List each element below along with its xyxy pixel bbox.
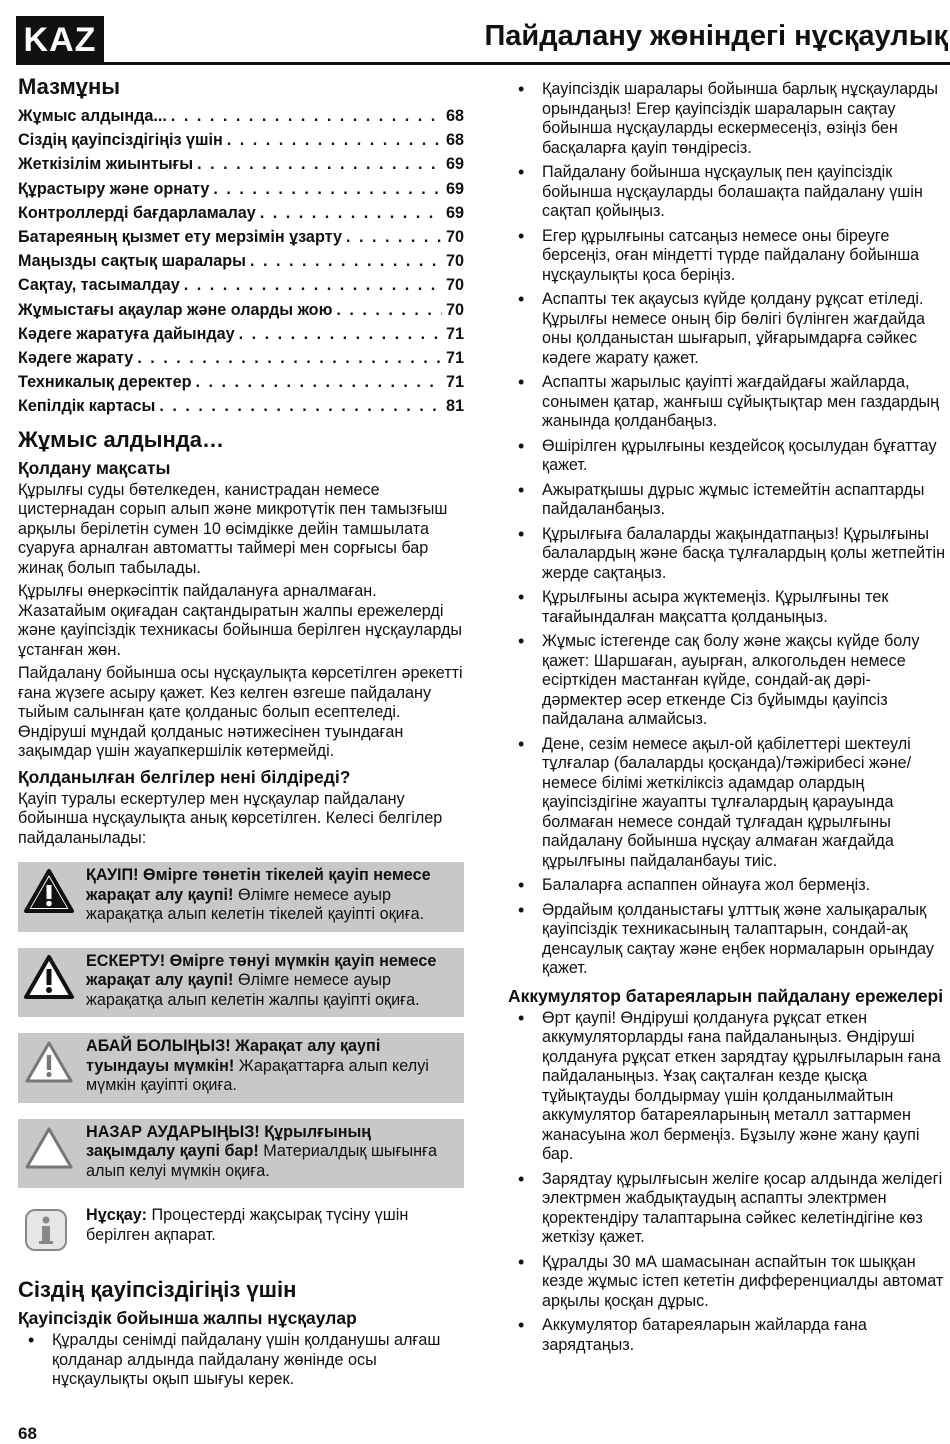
list-item: • Балаларға аспаппен ойнауға жол бермеңіз.	[518, 876, 948, 896]
notice-text	[86, 952, 456, 1011]
notice-description: Өлімге немесе ауыр жарақатқа алып келетін жалпы қауіпті оқиға.	[86, 971, 420, 1009]
toc-entry-page: 81	[445, 397, 464, 416]
caution-triangle-icon	[24, 1037, 76, 1096]
list-item: • Аккумулятор батареяларын жайларда ғана зарядтаңыз.	[518, 1316, 948, 1355]
toc-entry-page: 68	[445, 131, 464, 150]
toc-leader	[184, 273, 442, 297]
paragraph: Қауіп туралы ескертулер мен нұсқаулар пайдалану бойынша нұсқаулықта анық көрсетілген. Келесі белгілер пайдаланылады:	[18, 789, 443, 847]
toc-entry-title: Жұмыстағы ақаулар және оларды жою	[18, 300, 333, 319]
info-note	[18, 1204, 464, 1259]
list-item: • Дене, сезім немесе ақыл-ой қабілеттері шектеулі тұлғалар (балаларды қосқанда)/тәжірибесі және/немесе білімі жеткіліксіз адамдар олардың қауіпсіздігіне жауапты тұлғалардың қарауында болмаған немесе сондай тұлғадан құрылғыны пайдалану бойынша нұсқау алмаған жағдайда құрылғыны пайдаланбауы тиіс.	[518, 735, 948, 872]
toc-entry[interactable]	[18, 298, 464, 322]
toc-leader	[213, 177, 442, 201]
toc-entry-page: 70	[445, 228, 464, 247]
danger-triangle-icon	[24, 866, 76, 925]
danger-notice	[18, 862, 464, 932]
toc-entry[interactable]	[18, 249, 464, 273]
toc-entry-page: 71	[445, 349, 464, 368]
toc-entry[interactable]	[18, 201, 464, 225]
paragraph: Құрылғы суды бөтелкеден, канистрадан немесе цистернадан сорып алып және микротүтік пен тамызғыш арқылы берілетін сумен 10 өсімдікке дейін тамшылата суаруға арналған автоматты таймері мен сорғысы бар жинақ болып табылады.	[18, 480, 448, 577]
subheading-symbols: Қолданылған белгілер нені білдіреді?	[18, 766, 351, 787]
left-column	[18, 74, 464, 1395]
toc-entry-page: 69	[445, 155, 464, 174]
toc-entry-page: 70	[445, 252, 464, 271]
notice-label: ҚАУІП! Өмірге төнетін тікелей қауіп немесе жарақат алу қаупі!	[86, 866, 431, 904]
notice-label: НАЗАР АУДАРЫҢЫЗ! Құрылғының зақымдалу қаупі бар!	[86, 1122, 372, 1161]
caution-notice	[18, 1033, 464, 1103]
info-icon	[24, 1206, 76, 1257]
notice-description: Жарақаттарға алып келуі мүмкін қауіпті оқиға.	[86, 1056, 429, 1095]
list-item: • Егер құрылғыны сатсаңыз немесе оны біреуге берсеңіз, оған міндетті түрде пайдалану бойынша нұсқаулықты қоса беріңіз.	[518, 227, 948, 286]
toc-entry-page: 68	[445, 107, 464, 125]
toc-leader	[346, 225, 442, 249]
attention-notice	[18, 1119, 464, 1189]
toc-entry[interactable]	[18, 128, 464, 152]
list-item: • Аспапты тек ақаусыз күйде қолдану рұқсат етіледі. Құрылғы немесе оның бір бөлігі бүлінген жағдайда оны қолданыстан шығарып, ұйғарымдарға сәйкес кәдеге жарату қажет.	[518, 290, 948, 368]
section-heading-safety: Сіздің қауіпсіздігіңіз үшін	[18, 1277, 297, 1303]
subheading-general-safety: Қауіпсіздік бойынша жалпы нұсқаулар	[18, 1308, 357, 1329]
notice-text	[86, 1123, 456, 1182]
notice-text	[86, 1206, 458, 1257]
document-title: Пайдалану жөніндегі нұсқаулық	[484, 20, 948, 52]
toc-leader	[197, 152, 442, 176]
toc-entry[interactable]	[18, 394, 464, 418]
toc-entry[interactable]	[18, 370, 464, 394]
toc-entry-page: 69	[445, 203, 464, 222]
notice-text	[86, 866, 456, 925]
toc-leader	[196, 370, 442, 394]
list-item: • Ажыратқышы дұрыс жұмыс істемейтін аспаптарды пайдаланбаңыз.	[518, 481, 948, 520]
toc-entry[interactable]	[18, 152, 464, 176]
toc-entry-title: Сақтау, тасымалдау	[18, 276, 180, 295]
toc-leader	[171, 104, 442, 128]
toc-entry-page: 71	[445, 373, 464, 392]
list-item: • Өшірілген құрылғыны кездейсоқ қосылудан бұғаттау қажет.	[518, 437, 948, 476]
toc-entry-title: Техникалық деректер	[18, 373, 192, 392]
section-heading-before-work: Жұмыс алдында…	[18, 426, 224, 452]
warning-triangle-icon	[24, 952, 76, 1011]
list-item: • Құралды сенімді пайдалану үшін қолданушы алғаш қолданар алдында пайдалану жөнінде осы нұсқаулықты оқып шығуы керек.	[28, 1331, 464, 1390]
toc-entry[interactable]	[18, 346, 464, 370]
toc-leader	[250, 249, 442, 273]
toc-heading: Мазмұны	[18, 74, 121, 99]
toc-entry[interactable]	[18, 177, 464, 201]
list-item: • Құралды 30 мА шамасынан аспайтын ток шыққан кезде жұмыс істеп кететін дифференциалды автомат арқылы қосқан дұрыс.	[518, 1253, 948, 1312]
header-rule	[16, 62, 950, 65]
toc-leader	[336, 298, 442, 322]
paragraph: Құрылғы өнеркәсіптік пайдалануға арналмаған. Жазатайым оқиғадан сақтандыратын жалпы ережелерді және қауіпсіздік техникасы бойынша берілген нұсқауларды ұстанған жөн.	[18, 582, 463, 659]
toc-entry-page: 70	[445, 300, 464, 319]
toc-entry-title: Сіздің қауіпсіздігіңіз үшін	[18, 131, 223, 150]
list-item: • Құрылғыға балаларды жақындатпаңыз! Құрылғыны балалардың және басқа тұлғалардың қолы жетпейтін жерде сақтаңыз.	[518, 525, 948, 584]
notice-label: Нұсқау:	[86, 1206, 147, 1225]
right-column	[508, 74, 948, 1360]
toc-entry-title: Кәдеге жаратуға дайындау	[18, 324, 235, 343]
toc-entry-title: Маңызды сақтық шаралары	[18, 252, 246, 271]
list-item: • Әрдайым қолданыстағы ұлттық және халықаралық қауіпсіздік техникасының талаптарын, сондай-ақ денсаулық сақтау және еңбек нормаларын орындау қажет.	[518, 901, 948, 979]
toc-entry-page: 70	[445, 276, 464, 295]
toc-leader	[260, 201, 442, 225]
language-badge: KAZ	[16, 16, 104, 64]
paragraph: Пайдалану бойынша осы нұсқаулықта көрсетілген әрекетті ғана жүзеге асыру қажет. Кез келген өзгеше пайдалану тыйым салынған қате қолданыс болып есептеледі. Өндіруші мұндай қолданыс нәтижесінен туындаған зақымдар үшін жауапкершілік көтермейді.	[18, 664, 463, 761]
list-item: • Өрт қаупі! Өндіруші қолдануға рұқсат еткен аккумуляторларды ғана пайдаланыңыз. Өндіруші қолдануға рұқсат еткен зарядтау құрылғыларын ғана пайдаланыңыз. Ұзақ сақталған кезде қысқа тұйықтауды болдырмау үшін қолданылмайтын аккумулятор батареяларының металл заттармен жанасуына жол бермеңіз. Бұзылу және жану қаупі бар.	[518, 1009, 948, 1165]
notice-description: Өлімге немесе ауыр жарақатқа алып келетін тікелей қауіпті оқиға.	[86, 885, 425, 924]
toc-leader	[239, 322, 442, 346]
notice-triangle-icon	[24, 1123, 76, 1182]
toc-entry-title: Кәдеге жарату	[18, 349, 134, 368]
toc-entry[interactable]	[18, 322, 464, 346]
battery-bullet-list	[508, 1009, 948, 1356]
toc-entry[interactable]	[18, 273, 464, 297]
safety-bullet-list	[508, 80, 948, 979]
toc-entry-title: Кепілдік картасы	[18, 397, 156, 416]
table-of-contents	[18, 104, 464, 419]
subheading-purpose: Қолдану мақсаты	[18, 457, 171, 478]
list-item: • Аспапты жарылыс қауіпті жағдайдағы жайларда, сонымен қатар, жанғыш сұйықтықтар мен газдардың жанында қолданбаңыз.	[518, 373, 948, 432]
toc-entry[interactable]	[18, 104, 464, 128]
toc-leader	[227, 128, 442, 152]
toc-entry-title: Батареяның қызмет ету мерзімін ұзарту	[18, 228, 342, 247]
notice-description: Процестерді жақсырақ түсіну үшін берілген ақпарат.	[86, 1206, 409, 1244]
toc-entry-page: 71	[445, 324, 464, 343]
toc-entry-title: Жеткізілім жиынтығы	[18, 155, 194, 174]
toc-leader	[137, 346, 442, 370]
safety-bullet-list	[18, 1331, 464, 1390]
list-item: • Қауіпсіздік шаралары бойынша барлық нұсқауларды орындаңыз! Егер қауіпсіздік шараларын сақтау бойынша нұсқауларды ескермесеңіз, өзіңіз бен басқаларға қауіп төндіресіз.	[518, 80, 948, 158]
toc-leader	[159, 394, 442, 418]
list-item: • Пайдалану бойынша нұсқаулық пен қауіпсіздік бойынша нұсқауларды болашақта пайдалану үшін сақтап қойыңыз.	[518, 163, 948, 222]
list-item: • Жұмыс істегенде сақ болу және жақсы күйде болу қажет: Шаршаған, ауырған, алкогольден немесе есірткіден мастанған күйде, сондай-ақ дәрі-дәрмектер әсер еткенде Сіз бұйымды қауіпсіз пайдалана алмайсыз.	[518, 632, 948, 730]
toc-entry[interactable]	[18, 225, 464, 249]
list-item: • Зарядтау құрылғысын желіге қосар алдында желідегі электрмен жабдықтаудың аспапты электрмен қоректендіру талаптарына сәйкес келетіндігіне көз жеткізу қажет.	[518, 1170, 948, 1248]
page-number: 68	[18, 1424, 37, 1443]
notice-label: АБАЙ БОЛЫҢЫЗ! Жарақат алу қаупі туындауы мүмкін!	[86, 1037, 381, 1075]
notice-description: Материалдық шығынға алып келуі мүмкін оқиға.	[86, 1142, 437, 1180]
list-item: • Құрылғыны асыра жүктемеңіз. Құрылғыны тек тағайындалған мақсатта қолданыңыз.	[518, 588, 948, 627]
toc-entry-title: Құрастыру және орнату	[18, 179, 210, 198]
toc-entry-title: Жұмыс алдында...	[18, 107, 167, 125]
warning-notice	[18, 948, 464, 1018]
toc-entry-page: 69	[445, 179, 464, 198]
notice-label: ЕСКЕРТУ! Өмірге төнуі мүмкін қауіп немесе жарақат алу қаупі!	[86, 951, 437, 990]
toc-entry-title: Контроллерді бағдарламалау	[18, 203, 256, 222]
subheading-battery-rules: Аккумулятор батареяларын пайдалану ережелері	[508, 985, 944, 1006]
notice-text	[86, 1037, 456, 1096]
